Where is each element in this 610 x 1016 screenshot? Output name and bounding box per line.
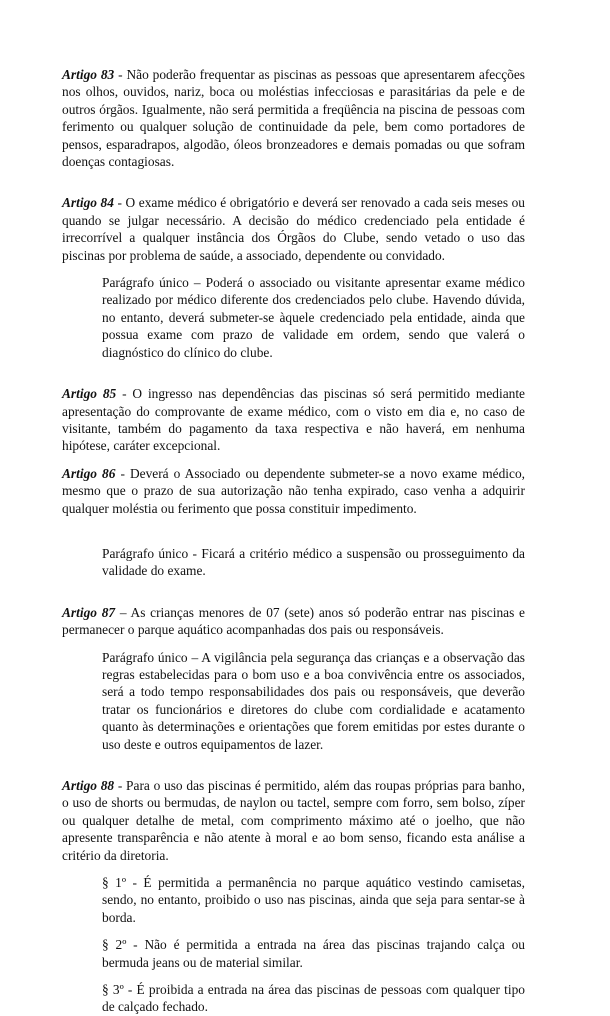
- article-84: [62, 194, 525, 264]
- article-text: - Deverá o Associado ou dependente submeter-se a novo exame médico, mesmo que o prazo de sua autorização não tenha expirado, caso venha a adquirir qualquer moléstia ou ferimento que possa constituir impedimento.: [62, 465, 525, 516]
- article-text: - Não poderão frequentar as piscinas as pessoas que apresentarem afecções nos olhos, ouvidos, nariz, boca ou moléstias infecciosas e parasitárias da pele e de outros órgãos. Igualmente, não será permitida a freqüência na piscina de pessoas com ferimento ou qualquer solução de continuidade da pele, bem como portadores de pensos, esparadrapos, algodão, óleos bronzeadores e demais pomadas ou que sofram doenças contagiosas.: [62, 67, 525, 170]
- article-label: Artigo 83: [62, 67, 115, 82]
- article-85: [62, 385, 525, 455]
- article-label: Artigo 88: [62, 778, 115, 793]
- article-88: [62, 777, 525, 864]
- article-84-paragrafo-unico: Parágrafo único – Poderá o associado ou visitante apresentar exame médico realizado por médico diferente dos credenciados pelo clube. Havendo dúvida, no entanto, deverá submeter-se àquele credenciado pela entidade, ainda que possua exame com prazo de validade em ordem, sendo que valerá o diagnóstico do clínico do clube.: [102, 275, 525, 360]
- article-text: – As crianças menores de 07 (sete) anos só poderão entrar nas piscinas e permanecer o parque aquático acompanhadas dos pais ou responsáveis.: [62, 604, 525, 638]
- article-label: Artigo 84: [62, 195, 114, 211]
- document-page: [62, 66, 525, 1016]
- article-88-paragraph-1: § 1º - É permitida a permanência no parque aquático vestindo camisetas, sendo, no entanto, proibido o uso nas piscinas, ainda que seja para sentar-se à borda.: [102, 875, 525, 925]
- article-label: Artigo 87: [62, 604, 116, 620]
- article-87-paragrafo-unico: Parágrafo único – A vigilância pela segurança das crianças e a observação das regras estabelecidas para o bom uso e a boa convivência entre os associados, será a todo tempo responsabilidades dos pais ou responsáveis, que deverão tratar os funcionários e diretores do clube com cordialidade e acatamento quanto às determinações e orientações que forem emitidas por estes durante o uso deste e outros equipamentos de lazer.: [102, 649, 525, 752]
- article-text: - Para o uso das piscinas é permitido, além das roupas próprias para banho, o uso de shorts ou bermudas, de naylon ou tactel, sempre com forro, sem bolso, zíper ou qualquer detalhe de metal, com comprimento máximo até o joelho, que não apresente transparência e não atente à moral e ao bom senso, ficando esta análise a critério da diretoria.: [62, 778, 525, 863]
- article-label: Artigo 85: [62, 386, 117, 402]
- article-86: [62, 465, 525, 517]
- article-text: - O ingresso nas dependências das piscinas só será permitido mediante apresentação do comprovante de exame médico, com o visto em dia e, no caso de visitante, também do pagamento da taxa respectiva e não haverá, em nenhuma hipótese, caráter excepcional.: [62, 386, 526, 454]
- article-87: [62, 604, 525, 639]
- article-label: Artigo 86: [62, 465, 116, 481]
- article-86-paragrafo-unico: Parágrafo único - Ficará a critério médico a suspensão ou prosseguimento da validade do exame.: [102, 545, 525, 579]
- article-88-paragraph-2: § 2º - Não é permitida a entrada na área das piscinas trajando calça ou bermuda jeans ou de material similar.: [102, 937, 525, 970]
- article-83: [62, 66, 525, 170]
- article-text: - O exame médico é obrigatório e deverá ser renovado a cada seis meses ou quando se julgar necessário. A decisão do médico credenciado pela entidade é irrecorrível a qualquer instância dos Órgãos do Clube, sendo vetado o uso das piscinas por problema de saúde, a associado, dependente ou convidado.: [62, 195, 526, 263]
- article-88-paragraph-3: § 3º - É proibida a entrada na área das piscinas de pessoas com qualquer tipo de calçado fechado.: [102, 982, 525, 1015]
